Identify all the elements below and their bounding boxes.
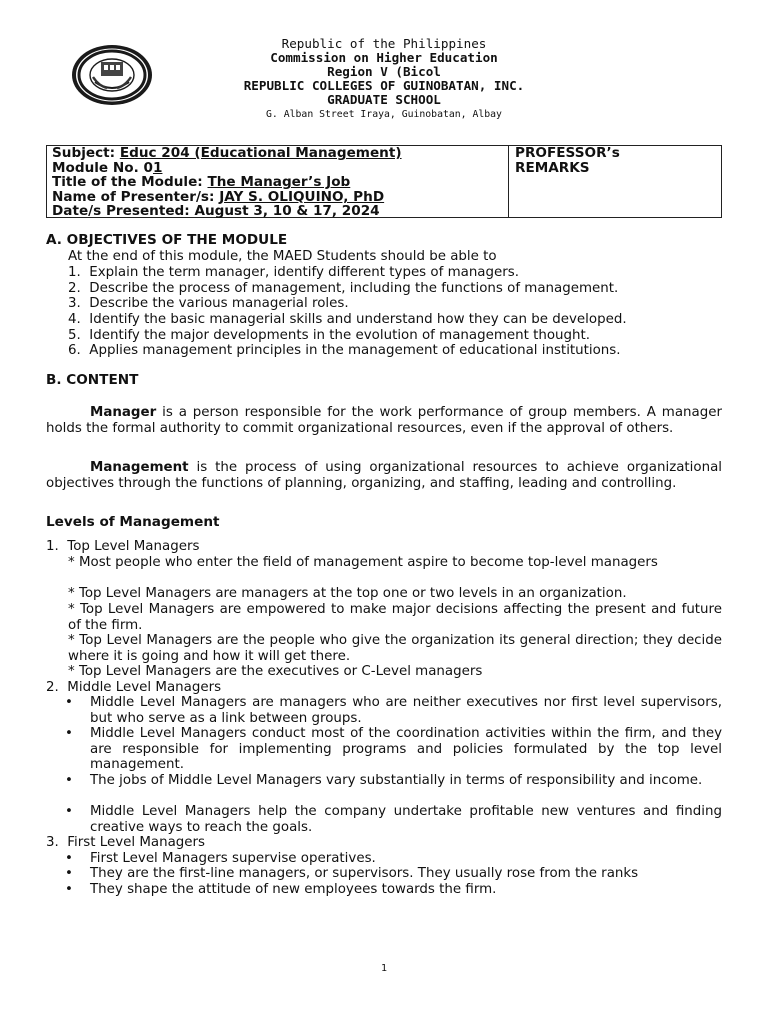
title-value: The Manager’s Job (207, 174, 351, 191)
first-level-point: First Level Managers supervise operatives. (90, 851, 376, 866)
subject-row (52, 146, 507, 161)
levels-heading: Levels of Management (46, 514, 220, 530)
module-no-label: Module No. 0 (52, 159, 153, 176)
management-term: Management (90, 460, 189, 475)
header-region: Region V (Bicol (327, 64, 441, 79)
objective-num: 6. (68, 343, 81, 358)
middle-level-point: The jobs of Middle Level Managers vary substantially in terms of responsibility and income. (90, 773, 703, 788)
module-info-table (46, 145, 722, 218)
objective-num: 2. (68, 281, 81, 296)
top-level-point: * Most people who enter the field of management aspire to become top-level managers (68, 555, 658, 570)
middle-level-point: Middle Level Managers are managers who are neither executives nor first level supervisors, but who serve as a link between groups. (90, 695, 722, 726)
header-school-name: REPUBLIC COLLEGES OF GUINOBATAN, INC. (243, 78, 525, 93)
objectives-intro: At the end of this module, the MAED Students should be able to (68, 249, 497, 264)
remarks-label-1: PROFESSOR’s (515, 145, 620, 161)
objective-text: Describe the process of management, including the functions of management. (89, 281, 619, 296)
header-graduate-school: GRADUATE SCHOOL (327, 92, 441, 107)
objective-item (68, 312, 627, 328)
level-title-text: First Level Managers (67, 835, 206, 850)
table-divider (508, 146, 509, 217)
module-info-left-cell (52, 146, 507, 219)
level-title-text: Top Level Managers (67, 539, 200, 554)
objective-num: 5. (68, 328, 81, 343)
header-address: G. Alban Street Iraya, Guinobatan, Albay (266, 109, 502, 120)
bullet-icon: • (65, 773, 73, 788)
objective-item (68, 281, 618, 297)
bullet-icon: • (65, 882, 73, 897)
objective-item (68, 265, 519, 281)
objective-num: 3. (68, 296, 81, 311)
top-level-point: * Top Level Managers are the people who give the organization its general direction; they decide where it is going and how it will get there. (68, 633, 722, 664)
level-num: 1. (46, 539, 59, 554)
first-level-point: They shape the attitude of new employees towards the firm. (90, 882, 497, 897)
dates-row: Date/s Presented: August 3, 10 & 17, 2024 (52, 203, 380, 220)
subject-label: Subject: (52, 145, 116, 161)
objective-item (68, 343, 621, 359)
top-level-point: * Top Level Managers are the executives or C-Level managers (68, 664, 483, 679)
level-num: 3. (46, 835, 59, 850)
top-level-point: * Top Level Managers are managers at the top one or two levels in an organization. (68, 586, 627, 601)
objectives-heading: A. OBJECTIVES OF THE MODULE (46, 232, 288, 248)
header-republic: Republic of the Philippines (281, 36, 487, 51)
top-level-point: * Top Level Managers are empowered to make major decisions affecting the present and future of the firm. (68, 602, 722, 633)
objective-text: Identify the major developments in the evolution of management thought. (89, 328, 591, 343)
manager-definition (46, 405, 722, 436)
title-row (52, 175, 507, 190)
first-level-point: They are the first-line managers, or supervisors. They usually rose from the ranks (90, 866, 639, 881)
remarks-label-2: REMARKS (515, 159, 590, 176)
page-number: 1 (380, 963, 388, 974)
presenter-label: Name of Presenter/s: (52, 188, 215, 205)
objective-num: 1. (68, 265, 81, 280)
module-no-value: 1 (152, 159, 163, 176)
bullet-icon: • (65, 726, 73, 741)
middle-level-point: Middle Level Managers help the company undertake profitable new ventures and finding creative ways to reach the goals. (90, 804, 722, 835)
middle-level-point: Middle Level Managers conduct most of the coordination activities within the firm, and they are responsible for implementing programs and policies formulated by the top level management. (90, 726, 722, 773)
objective-text: Identify the basic managerial skills and understand how they can be developed. (89, 312, 627, 327)
objective-num: 4. (68, 312, 81, 327)
bullet-icon: • (65, 695, 73, 710)
level-title-text: Middle Level Managers (67, 680, 222, 695)
level-num: 2. (46, 680, 59, 695)
objective-text: Explain the term manager, identify different types of managers. (89, 265, 519, 280)
manager-def-text: is a person responsible for the work performance of group members. A manager holds the formal authority to commit organizational resources, even if the approval of others. (46, 405, 722, 436)
header-commission: Commission on Higher Education (270, 50, 498, 65)
manager-term: Manager (90, 405, 157, 420)
presenter-row (52, 190, 507, 205)
level-title-top (46, 539, 199, 555)
bullet-icon: • (65, 804, 73, 819)
level-title-first (46, 835, 205, 851)
management-definition (46, 460, 722, 491)
objective-item (68, 296, 349, 312)
presenter-value: JAY S. OLIQUINO, PhD (219, 188, 385, 205)
content-heading: B. CONTENT (46, 372, 139, 388)
school-seal-logo (71, 44, 153, 106)
subject-value: Educ 204 (Educational Management) (119, 145, 402, 161)
bullet-icon: • (65, 851, 73, 866)
management-def-text: is the process of using organizational resources to achieve organizational objectives through the functions of planning, organizing, and staffing, leading and controlling. (46, 460, 722, 491)
module-no-row (52, 161, 507, 176)
professor-remarks-cell (515, 146, 620, 175)
objective-text: Applies management principles in the management of educational institutions. (89, 343, 621, 358)
objective-text: Describe the various managerial roles. (89, 296, 349, 311)
level-title-middle (46, 680, 221, 696)
title-label: Title of the Module: (52, 174, 203, 191)
objective-item (68, 328, 590, 344)
bullet-icon: • (65, 866, 73, 881)
